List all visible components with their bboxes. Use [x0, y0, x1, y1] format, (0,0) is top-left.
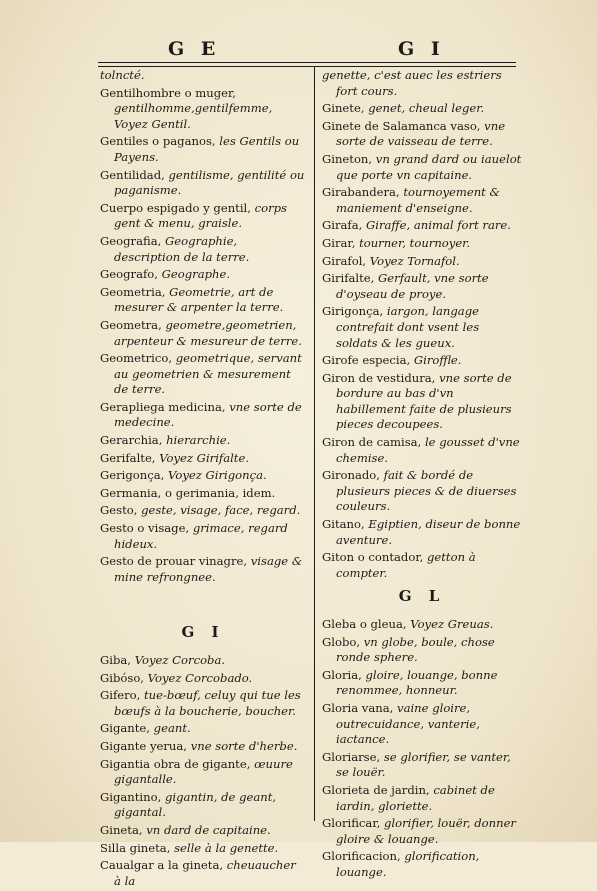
entry-translation: vne sorte de vaisseau de terre.	[336, 118, 506, 149]
entry-headword: Caualgar a la gineta,	[100, 858, 227, 873]
entry-translation: geometre,geometrien, arpenteur & mesureur de terre.	[114, 317, 302, 348]
dictionary-entry	[100, 739, 306, 755]
entry-headword: Gerapliega medicina,	[100, 399, 230, 414]
entry-headword: Gesto de prouar vinagre,	[100, 554, 251, 569]
entry-headword: Glorificar,	[322, 816, 384, 831]
dictionary-entry	[322, 750, 522, 781]
dictionary-entry	[100, 688, 306, 719]
entry-headword: Gigante,	[100, 721, 154, 736]
entry-translation: corps gent & menu, graisle.	[114, 200, 288, 231]
dictionary-entry	[322, 668, 522, 699]
entry-translation: Giroffle.	[413, 353, 462, 368]
entry-headword: Glorieta de jardin,	[322, 782, 434, 797]
dictionary-entry	[100, 433, 306, 449]
entry-headword: Gloria vana,	[322, 700, 398, 715]
entry-headword: Girigonça,	[322, 304, 387, 319]
dictionary-entry	[100, 318, 306, 349]
dictionary-entry	[100, 671, 306, 687]
entry-headword: Geometra,	[100, 317, 166, 332]
entry-headword: Gloriarse,	[322, 749, 384, 764]
entry-translation: Geographe.	[161, 267, 231, 282]
entry-translation: Voyez Greuas.	[410, 617, 494, 631]
entry-translation: Voyez Corcobado.	[147, 670, 253, 685]
entry-translation: tolncté.	[100, 68, 145, 82]
dictionary-entry	[322, 517, 522, 548]
right-column	[322, 68, 522, 883]
entry-headword: Globo,	[322, 634, 364, 649]
entry-headword: Girofe especia,	[322, 353, 414, 368]
dictionary-entry	[100, 168, 306, 199]
entry-translation: vaine gloire, outrecuidance, vanterie, iactance.	[336, 700, 480, 747]
dictionary-entry	[322, 550, 522, 581]
entry-translation: selle à la genette.	[174, 840, 279, 855]
dictionary-entry	[322, 271, 522, 302]
entry-headword: Gerarchia,	[100, 433, 167, 448]
entry-translation: vn dard de capitaine.	[146, 822, 271, 837]
entry-translation: vne sorte de bordure au bas d'vn habillement faite de plusieurs pieces decoupees.	[336, 370, 512, 432]
entry-translation: grimace, regard hideux.	[114, 521, 288, 551]
entry-translation: le gousset d'vne chemise.	[336, 435, 520, 465]
entry-headword: Gineta,	[100, 822, 147, 837]
entry-translation: iargon, langage contrefait dont vsent les soldats & les gueux.	[336, 304, 480, 350]
header-rule	[98, 62, 516, 67]
entry-translation: vn globe, boule, chose ronde sphere.	[336, 634, 495, 665]
entry-translation: tue-bœuf, celuy qui tue les bœufs à la boucherie, boucher.	[114, 688, 301, 718]
entry-headword: Gleba o gleua,	[322, 617, 411, 631]
entry-translation: gloire, louange, bonne renommee, honneur.	[336, 667, 498, 698]
dictionary-entry	[322, 371, 522, 433]
entry-headword: Gentiles o paganos,	[100, 134, 220, 149]
dictionary-entry	[322, 849, 522, 880]
entry-headword: Girabandera,	[322, 185, 404, 200]
entry-headword: Gerigonça,	[100, 468, 169, 483]
entry-headword: Geometrico,	[100, 351, 176, 366]
entry-headword: Gesto o visage,	[100, 521, 193, 536]
entry-translation: fait & bordé de plusieurs pieces & de diuerses couleurs.	[336, 468, 517, 514]
dictionary-entry	[100, 351, 306, 398]
entry-headword: Gibóso,	[100, 670, 148, 685]
entry-headword: Ginete,	[322, 101, 369, 116]
entry-translation: Voyez Girifalte.	[159, 450, 250, 465]
entry-translation: cabinet de iardin, gloriette.	[336, 782, 495, 813]
entry-headword: Geografo,	[100, 267, 162, 282]
entry-headword: Glorificacion,	[322, 849, 405, 864]
entry-translation: tournoyement & maniement d'enseigne.	[336, 185, 500, 215]
entry-headword: Gigantia obra de gigante,	[100, 756, 255, 771]
dictionary-entry	[322, 353, 522, 369]
dictionary-entry	[100, 757, 306, 788]
entry-translation: geometrique, servant au geometrien & mesurement de terre.	[114, 351, 302, 397]
entry-translation: vne sorte d'herbe.	[190, 738, 298, 753]
entry-translation: gigantin, de geant, gigantal.	[114, 789, 277, 820]
section-heading-gl: G L	[398, 587, 446, 606]
entry-translation: se glorifier, se vanter, se louër.	[336, 749, 511, 780]
entry-translation: cheuaucher à la	[114, 858, 296, 888]
right-entries-gl	[322, 617, 522, 881]
dictionary-entry	[100, 451, 306, 467]
dictionary-entry	[322, 254, 522, 270]
entry-headword: Girafa,	[322, 218, 366, 233]
entry-headword: Giba,	[100, 653, 135, 667]
column-divider	[314, 66, 315, 821]
header-left: G E	[168, 38, 221, 60]
left-entries	[100, 68, 306, 585]
dictionary-entry	[100, 841, 306, 857]
dictionary-entry	[322, 101, 522, 117]
entry-headword: Giron de vestidura,	[322, 370, 440, 385]
entry-headword: Gitano,	[322, 517, 369, 532]
dictionary-entry	[100, 790, 306, 821]
dictionary-entry	[322, 236, 522, 252]
entry-translation: les Gentils ou Payens.	[114, 134, 300, 164]
dictionary-entry	[322, 304, 522, 351]
entry-headword: Gigantino,	[100, 789, 165, 804]
entry-headword: Silla gineta,	[100, 840, 175, 855]
dictionary-entry	[322, 468, 522, 515]
entry-translation: hierarchie.	[166, 433, 231, 448]
dictionary-entry	[100, 554, 306, 585]
entry-translation: genette, c'est auec les estriers fort cours.	[322, 68, 502, 98]
section-heading-gi: G I	[181, 623, 225, 642]
right-entries	[322, 68, 522, 581]
dictionary-entry	[100, 653, 306, 669]
dictionary-entry	[100, 267, 306, 283]
entry-headword: Giton o contador,	[322, 550, 427, 565]
entry-translation: geste, visage, face, regard.	[141, 503, 301, 518]
entry-translation: tourner, tournoyer.	[359, 235, 471, 250]
dictionary-entry	[322, 185, 522, 216]
entry-headword: Geografia,	[100, 233, 165, 248]
dictionary-entry	[322, 617, 522, 633]
entry-headword: Gerifalte,	[100, 450, 160, 465]
entry-translation: gentilhomme,gentilfemme, Voyez Gentil.	[114, 101, 273, 131]
entry-headword: Cuerpo espigado y gentil,	[100, 200, 255, 215]
entry-translation: gentilisme, gentilité ou paganisme.	[114, 167, 305, 198]
dictionary-entry	[322, 783, 522, 814]
dictionary-entry	[100, 858, 306, 889]
entry-translation: geant.	[153, 721, 191, 736]
dictionary-entry	[100, 400, 306, 431]
dictionary-entry	[322, 435, 522, 466]
entry-translation: genet, cheual leger.	[368, 101, 485, 116]
entry-headword: Gentilidad,	[100, 167, 169, 182]
dictionary-entry	[100, 486, 306, 502]
entry-headword: Girafol,	[322, 253, 370, 268]
entry-headword: Girifalte,	[322, 271, 379, 286]
dictionary-entry	[322, 218, 522, 234]
dictionary-entry	[100, 134, 306, 165]
entry-translation: Voyez Corcoba.	[134, 653, 226, 667]
dictionary-entry	[100, 201, 306, 232]
entry-headword: Gesto,	[100, 503, 142, 518]
entry-headword: Ginete de Salamanca vaso,	[322, 118, 485, 133]
entry-translation: glorification, louange.	[336, 849, 480, 879]
dictionary-entry	[322, 816, 522, 847]
dictionary-entry	[100, 503, 306, 519]
entry-translation: Giraffe, animal fort rare.	[366, 218, 511, 233]
entry-headword: Gifero,	[100, 688, 145, 703]
dictionary-entry	[322, 152, 522, 183]
entry-translation: Egiptien, diseur de bonne aventure.	[336, 517, 521, 547]
entry-translation: vne sorte de medecine.	[114, 399, 302, 430]
dictionary-entry	[322, 68, 522, 99]
header-right: G I	[398, 38, 445, 60]
dictionary-entry	[322, 701, 522, 748]
entry-headword: Gloria,	[322, 667, 366, 682]
entry-headword: Geometria,	[100, 284, 170, 299]
dictionary-entry	[100, 86, 306, 133]
entry-translation: Voyez Girigonça.	[168, 468, 267, 483]
entry-translation: Geographie, description de la terre.	[114, 233, 250, 264]
dictionary-entry	[100, 68, 306, 84]
entry-headword: Giron de camisa,	[322, 435, 425, 450]
dictionary-entry	[100, 823, 306, 839]
entry-translation: Gerfault, vne sorte d'oyseau de proye.	[336, 271, 489, 301]
dictionary-entry	[322, 635, 522, 666]
dictionary-entry	[322, 119, 522, 150]
entry-headword: Germania, o gerimania, idem.	[100, 485, 276, 500]
entry-headword: Girar,	[322, 235, 360, 250]
entry-headword: Gineton,	[322, 151, 376, 166]
entry-headword: Gentilhombre o muger,	[100, 85, 236, 100]
left-column	[100, 68, 306, 891]
dictionary-entry	[100, 521, 306, 552]
left-entries-gi	[100, 653, 306, 889]
entry-headword: Gironado,	[322, 468, 384, 483]
entry-translation: getton à compter.	[336, 550, 476, 580]
running-header	[98, 38, 518, 64]
entry-translation: Voyez Tornafol.	[369, 253, 460, 268]
entry-headword: Gigante yerua,	[100, 738, 191, 753]
entry-translation: visage & mine refrongnee.	[114, 554, 303, 584]
entry-translation: glorifier, louër, donner gloire & louange.	[336, 816, 516, 846]
entry-translation: vn grand dard ou iauelot que porte vn capitaine.	[336, 151, 522, 182]
dictionary-entry	[100, 468, 306, 484]
dictionary-entry	[100, 285, 306, 316]
dictionary-entry	[100, 721, 306, 737]
entry-translation: Geometrie, art de mesurer & arpenter la terre.	[114, 284, 284, 315]
dictionary-entry	[100, 234, 306, 265]
entry-translation: œuure gigantalle.	[114, 756, 293, 787]
